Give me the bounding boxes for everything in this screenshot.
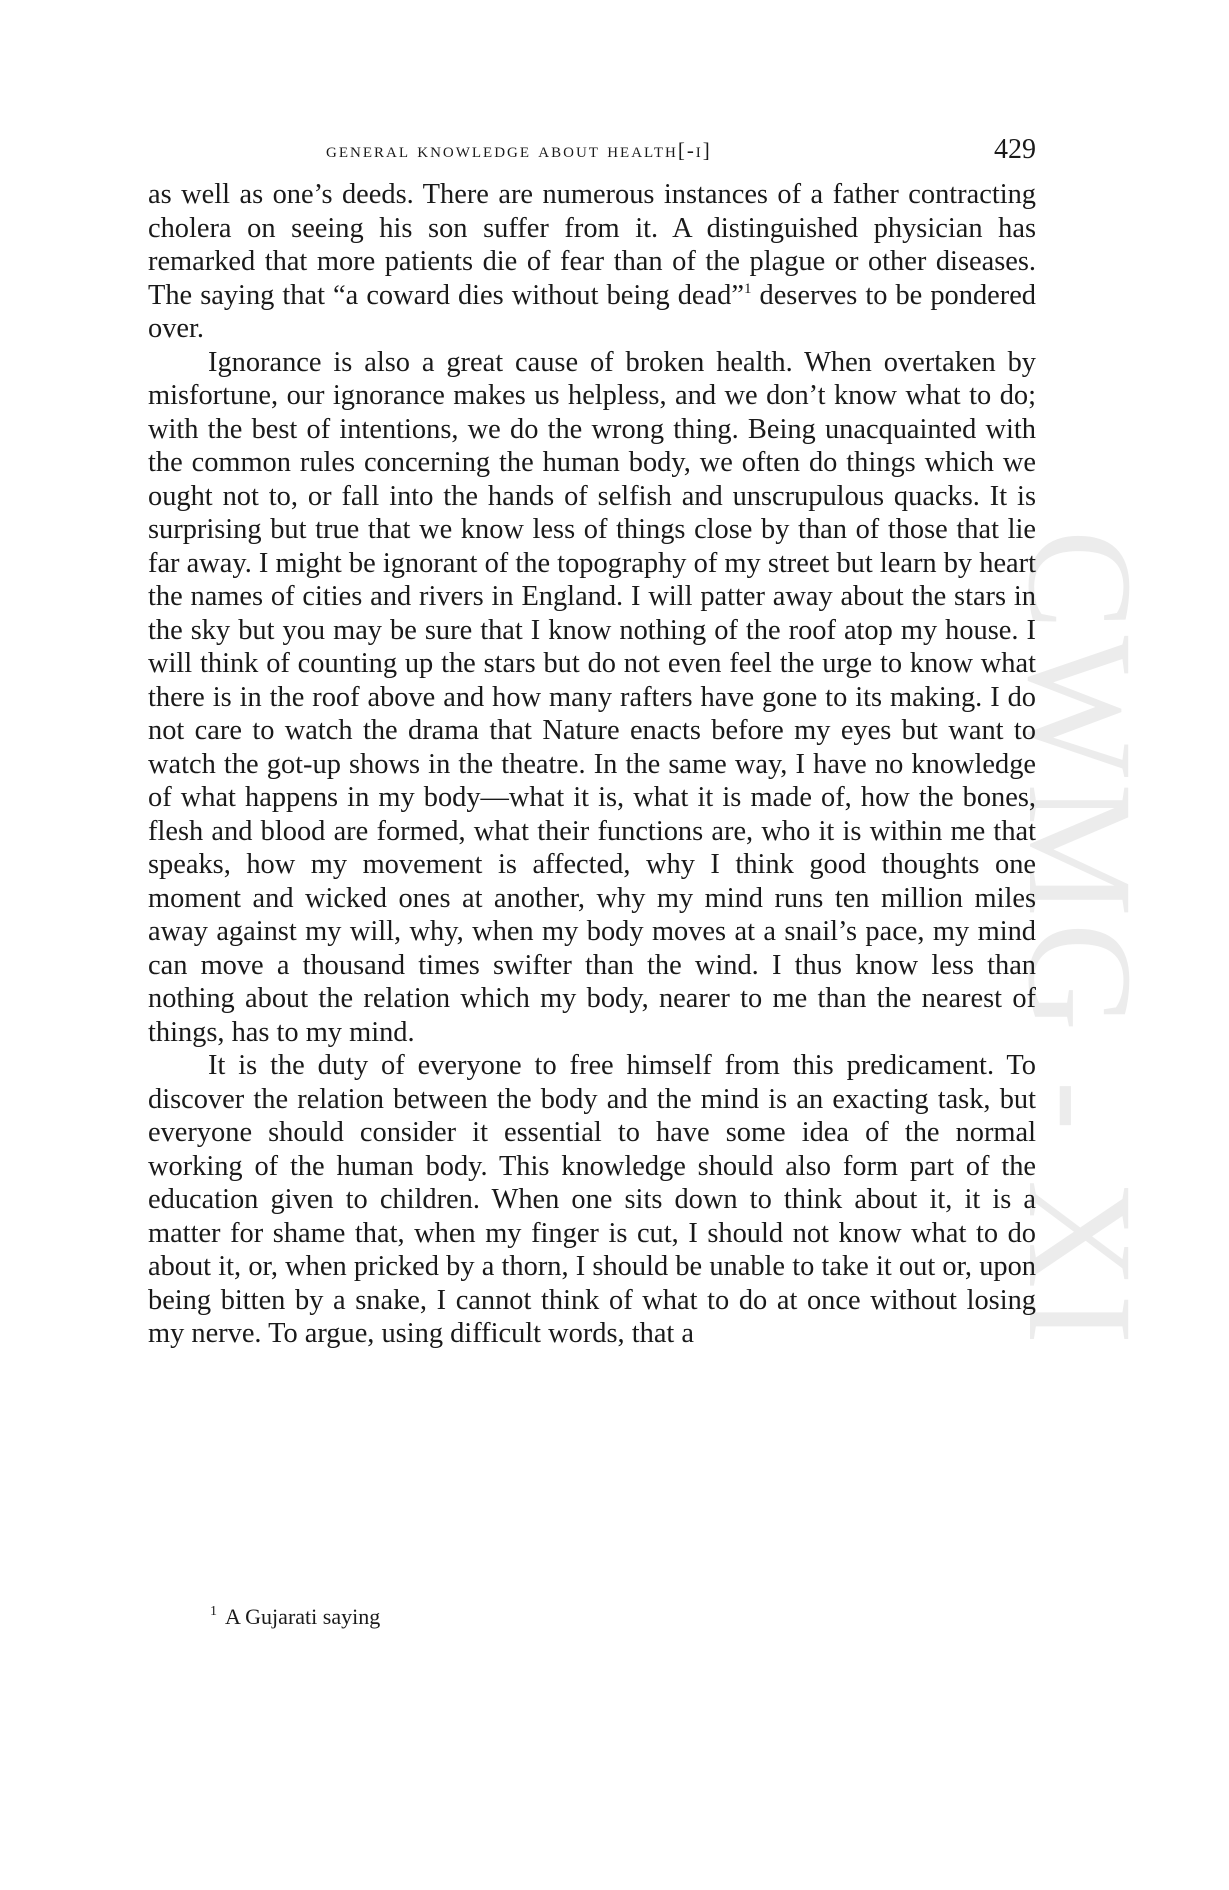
paragraph-1-text-a: as well as one’s deeds. There are numerous instances of a father contracting cholera on seeing his son suffer from it. A distinguished physician has remarked that more patients die of fear than of the plague or other diseases. The saying that “a coward dies without being dead” [148, 179, 1036, 311]
running-title: general knowledge about health[-i] [326, 138, 712, 162]
footnote-reference[interactable]: 1 [743, 280, 752, 297]
paragraph-1 [148, 178, 1036, 346]
page-number: 429 [994, 134, 1036, 165]
paragraph-2: Ignorance is also a great cause of broken health. When overtaken by misfortune, our ignorance makes us helpless, and we don’t know what to do; with the best of intentions, we do the wrong thing. Being unacquainted with the common rules concerning the human body, we often do things which we ought not to, or fall into the hands of selfish and unscrupulous quacks. It is surprising but true that we know less of things close by than of those that lie far away. I might be ignorant of the topography of my street but learn by heart the names of cities and rivers in England. I will patter away about the stars in the sky but you may be sure that I know nothing of the roof atop my house. I will think of counting up the stars but do not even feel the urge to know what there is in the roof above and how many rafters have gone to its making. I do not care to watch the drama that Nature enacts before my eyes but want to watch the got-up shows in the theatre. In the same way, I have no knowledge of what happens in my body—what it is, what it is made of, how the bones, flesh and blood are formed, what their functions are, who it is within me that speaks, how my movement is affected, why I think good thoughts one moment and wicked ones at another, why my mind runs ten million miles away against my will, why, when my body moves at a snail’s pace, my mind can move a thousand times swifter than the wind. I thus know less than nothing about the relation which my body, nearer to me than the nearest of things, has to my mind. [148, 346, 1036, 1048]
footnote-text: A Gujarati saying [225, 1604, 381, 1629]
footnote-mark: 1 [210, 1604, 217, 1619]
paragraph-1-text-b: deserves to be pondered over. [148, 279, 1036, 344]
running-head [148, 134, 1036, 174]
body-text [148, 178, 1036, 1351]
watermark-text: CWMG - XI [997, 529, 1163, 1351]
footnote [210, 1598, 380, 1631]
paragraph-3: It is the duty of everyone to free himself from this predicament. To discover the relation between the body and the mind is an exacting task, but everyone should consider it essential to have some idea of the normal working of the human body. This knowledge should also form part of the education given to children. When one sits down to think about it, it is a matter for shame that, when my finger is cut, I should not know what to do about it, or, when pricked by a thorn, I should be unable to take it out or, upon being bitten by a snake, I cannot think of what to do at once without losing my nerve. To argue, using difficult words, that a [148, 1050, 1036, 1349]
